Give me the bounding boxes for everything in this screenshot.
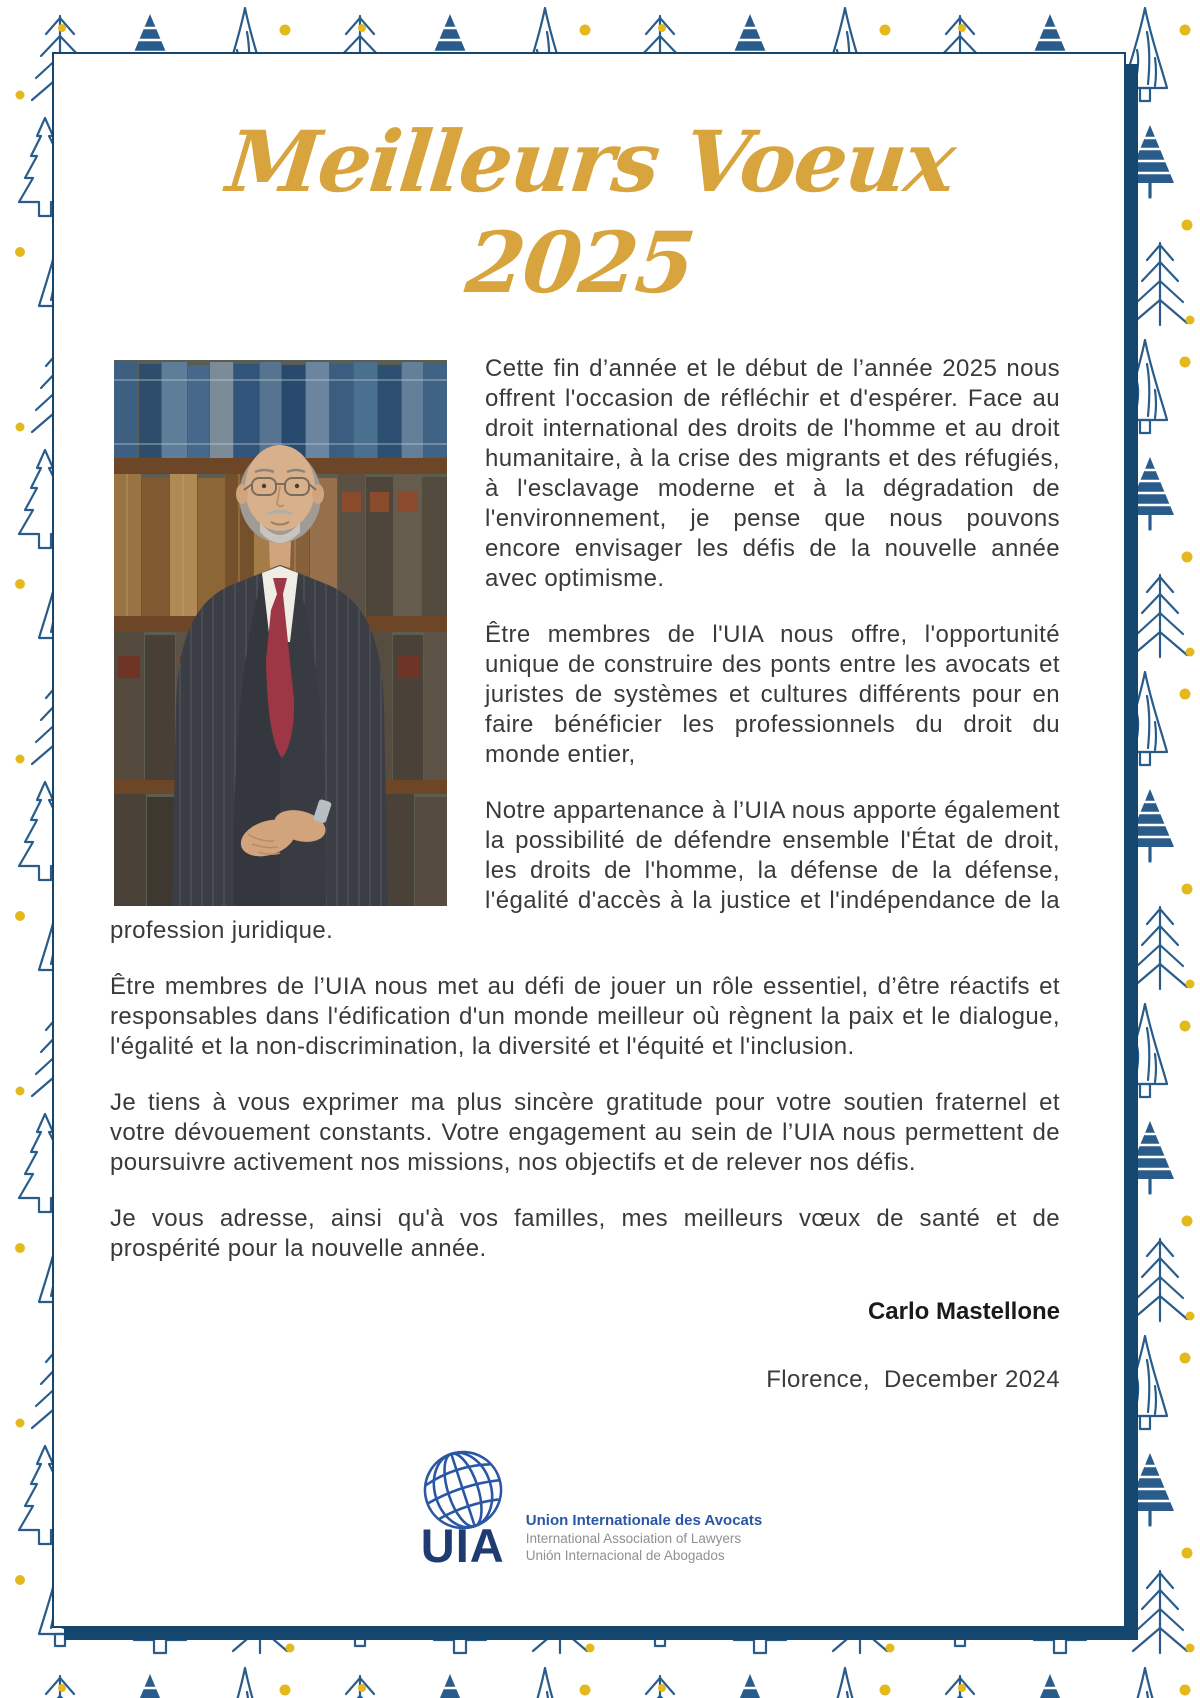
paragraph: Je vous adresse, ainsi qu'à vos familles, mes meilleurs vœux de santé et de prospérité pour la nouvelle année.	[110, 1204, 1060, 1262]
uia-logo-mark	[408, 1446, 518, 1572]
paragraph: Être membres de l’UIA nous met au défi de jouer un rôle essentiel, d’être réactifs et responsables dans l'édification d'un monde meilleur où règnent la paix et le dialogue, l'égalité et la non-discrimination, la diversité et l'équité et l'inclusion.	[110, 972, 1060, 1060]
uia-logo-text	[526, 1512, 762, 1569]
page-title: Meilleurs Voeux 2025	[222, 112, 959, 312]
dateline: Florence, December 2024	[766, 1365, 1060, 1393]
logo-line-spanish: Unión Internacional de Abogados	[525, 1547, 725, 1563]
portrait-photo	[114, 360, 447, 906]
paragraph: Je tiens à vous exprimer ma plus sincère gratitude pour votre soutien fraternel et votre dévouement constants. Votre engagement au sein de l’UIA nous permettent de poursuivre activement nos missions, nos objectifs et de relever nos défis.	[110, 1088, 1060, 1176]
greeting-card	[52, 52, 1126, 1628]
paragraph: Cette fin d’année et le début de l’année 2025 nous offrent l'occasion de réfléchir et d'espérer. Face au droit international des droits de l'homme et au droit humanitaire, à la crise des migrants et des réfugiés, à l'esclavage moderne et à la dégradation de l'environnement, je pense que nous pouvons encore envisager les défis de la nouvelle année avec optimisme.	[485, 354, 1060, 592]
letter-body	[110, 354, 1060, 1264]
signature-name: Carlo Mastellone	[867, 1297, 1060, 1325]
logo-line-english: International Association of Lawyers	[525, 1530, 742, 1546]
uia-acronym: UIA	[420, 1518, 505, 1572]
uia-logo	[110, 1446, 1060, 1572]
logo-line-french: Union Internationale des Avocats	[525, 1512, 763, 1530]
paragraph: Être membres de l'UIA nous offre, l'opportunité unique de construire des ponts entre les avocats et juristes de systèmes et cultures différents pour en faire bénéficier les professionnels du droit du monde entier,	[485, 620, 1060, 768]
paragraph: Notre appartenance à l’UIA nous apporte également la possibilité de défendre ensemble l'État de droit, les droits de l'homme, la défense de la défense, l'égalité d'accès à la justice et l'indépendance de la profession juridique.	[110, 796, 1060, 944]
